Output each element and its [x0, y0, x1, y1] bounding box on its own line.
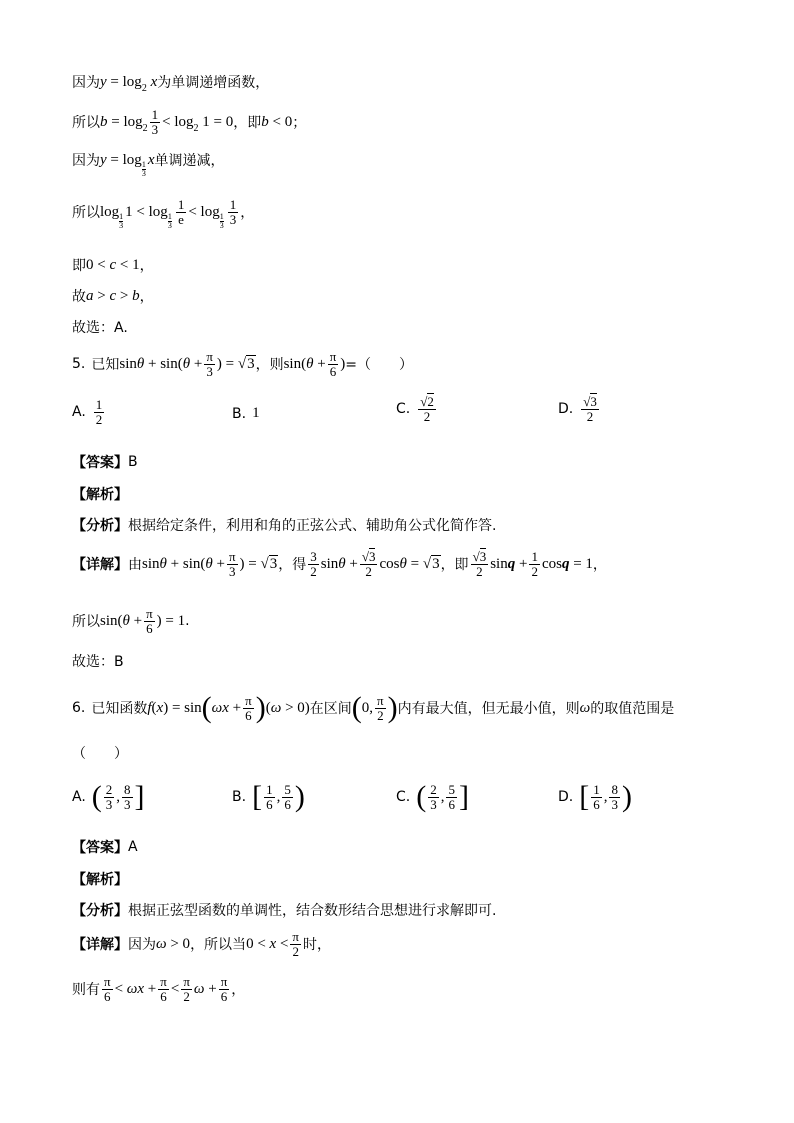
q5-option-c[interactable]: C. $\frac{√2}{2}$	[396, 394, 434, 424]
q6-option-a[interactable]: A. ( $\frac{2}{3}$ , $\frac{8}{3}$ ]	[72, 780, 145, 813]
line-2: 所以 b = log 2 $\frac{1}{3}$ < log 2 1 = 0 ，即 b < 0 ；	[72, 107, 307, 137]
q5-answer: 【答案】 B	[72, 454, 138, 471]
q6-paren: （ ）	[72, 746, 128, 762]
q5-fenxi: 【分析】 根据给定条件，利用和角的正弦公式、辅助角公式化简作答.	[72, 518, 497, 534]
line-3: 因为 y = log $\frac{1}{3}$ x 单调递减，	[72, 151, 225, 178]
q6-then: 则有 $\frac{\pi}{6}$ < ωx + $\frac{\pi}{6}$ < $\frac{\pi}{2}$ ω + $\frac{\pi}{6}$ ，	[72, 974, 246, 1004]
line-5: 即 0 < c < 1 ，	[72, 256, 154, 274]
q5-option-d[interactable]: D. $\frac{√3}{2}$	[558, 394, 597, 424]
line-1: 因为 y = log 2 x 为单调递增函数，	[72, 73, 270, 94]
q6-option-c[interactable]: C. ( $\frac{2}{3}$ , $\frac{5}{6}$ ]	[396, 780, 469, 813]
line-4: 所以 log $\frac{1}{3}$ 1 < log $\frac{1}{3}$ $\frac{1}{e}$ < log $\frac{1}{3}$ $\frac{1}{3}$ ，	[72, 197, 255, 230]
q5-detail: 【详解】 由 sin θ + sin( θ + $\frac{\pi}{3}$ ) = √3 ，得 $\frac{3}{2}$ sin θ + $\frac{√3}{2}$ cos θ = √3 ，即 $\frac{√3}{2}$ sin q + $\frac{1}{2}$ cos q = 1 ，	[72, 549, 607, 579]
q5-option-b[interactable]: B. 1	[232, 405, 260, 422]
q5-stem: 5. 已知 sin θ + sin( θ + $\frac{\pi}{3}$ ) = √3 ，则 sin( θ + $\frac{\pi}{6}$ ) =（ ）	[72, 349, 413, 379]
q6-option-b[interactable]: B. [ $\frac{1}{6}$ , $\frac{5}{6}$ )	[232, 780, 305, 813]
q5-option-a[interactable]: A. $\frac{1}{2}$	[72, 397, 103, 427]
q5-conclusion: 所以 sin( θ + $\frac{\pi}{6}$ ) = 1 .	[72, 606, 190, 636]
q6-detail: 【详解】 因为 ω > 0 ，所以当 0 < x < $\frac{\pi}{2}$ 时，	[72, 929, 331, 959]
q6-answer: 【答案】 A	[72, 839, 138, 856]
q5-analysis-tag: 【解析】	[72, 487, 128, 503]
q6-stem: 6. 已知函数 f ( x ) = sin ( ωx + $\frac{\pi}{6}$ ) ( ω > 0) 在区间 ( 0, $\frac{\pi}{2}$ ) 内有最大值，但无最小值，则 ω 的取值范围是	[72, 691, 675, 724]
q6-option-d[interactable]: D. [ $\frac{1}{6}$ , $\frac{8}{3}$ )	[558, 780, 632, 813]
q5-choose: 故选：B	[72, 654, 124, 670]
line-7: 故选：A.	[72, 320, 128, 336]
line-6: 故 a > c > b ，	[72, 287, 154, 305]
q6-fenxi: 【分析】 根据正弦型函数的单调性，结合数形结合思想进行求解即可.	[72, 903, 497, 919]
q6-analysis-tag: 【解析】	[72, 872, 128, 888]
